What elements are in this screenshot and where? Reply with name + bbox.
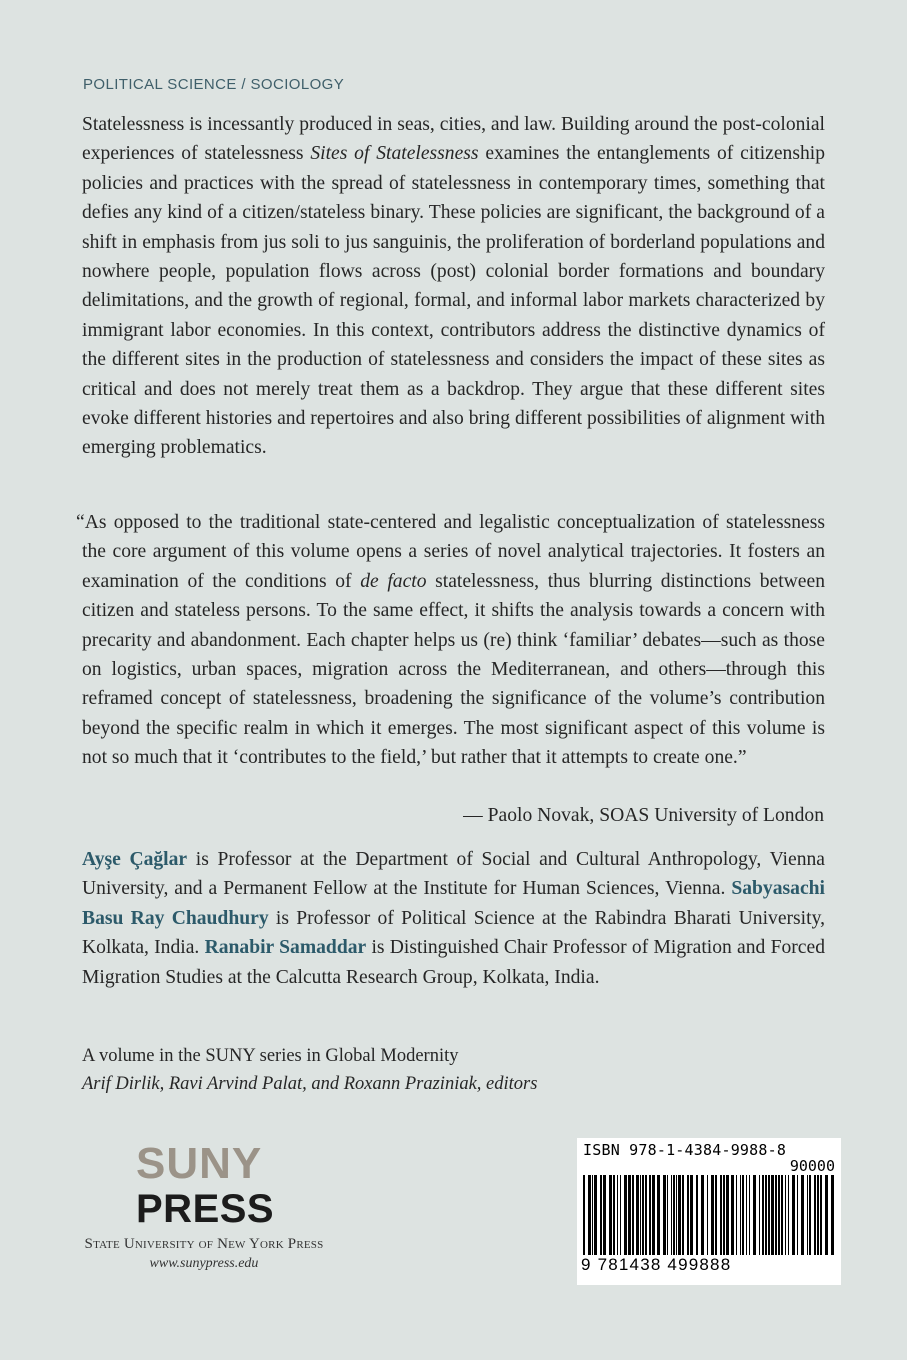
barcode-bar xyxy=(740,1175,741,1255)
barcode-bars xyxy=(583,1175,835,1255)
barcode-bar xyxy=(831,1175,834,1255)
barcode-bar xyxy=(609,1175,612,1255)
barcode-bar xyxy=(785,1175,786,1255)
price-code: 90000 xyxy=(789,1157,835,1175)
barcode-bar xyxy=(673,1175,675,1255)
subject-category: POLITICAL SCIENCE / SOCIOLOGY xyxy=(83,76,345,93)
barcode-bar xyxy=(753,1175,756,1255)
barcode-bar xyxy=(781,1175,783,1255)
barcode-bar xyxy=(645,1175,647,1255)
barcode-bar xyxy=(678,1175,681,1255)
barcode-bar xyxy=(762,1175,764,1255)
author-name-1: Ayşe Çağlar xyxy=(82,849,188,870)
barcode-bar xyxy=(657,1175,660,1255)
barcode-bar xyxy=(620,1175,621,1255)
barcode-bar xyxy=(797,1175,798,1255)
ean-number: 9 781438 499888 xyxy=(581,1255,732,1274)
barcode-bar xyxy=(707,1175,708,1255)
barcode-bar xyxy=(649,1175,651,1255)
isbn-number: ISBN 978-1-4384-9988-8 xyxy=(583,1141,787,1159)
barcode-bar xyxy=(592,1175,593,1255)
barcode-bar xyxy=(759,1175,760,1255)
author-name-2: Sabyasachi Basu Ray Chaudhury xyxy=(82,878,825,929)
author-bios xyxy=(82,845,825,992)
barcode-bar xyxy=(696,1175,698,1255)
barcode-bar xyxy=(603,1175,606,1255)
barcode-bar xyxy=(809,1175,811,1255)
barcode-bar xyxy=(814,1175,816,1255)
barcode-bar xyxy=(742,1175,744,1255)
barcode-bar xyxy=(588,1175,591,1255)
isbn-barcode xyxy=(577,1138,841,1285)
barcode-bar xyxy=(768,1175,770,1255)
barcode-bar xyxy=(771,1175,774,1255)
barcode-bar xyxy=(820,1175,822,1255)
series-line: A volume in the SUNY series in Global Modernity xyxy=(82,1046,459,1066)
series-editors: Arif Dirlik, Ravi Arvind Palat, and Roxann Praziniak, editors xyxy=(82,1074,538,1094)
barcode-bar xyxy=(720,1175,722,1255)
barcode-bar xyxy=(778,1175,780,1255)
quote-text-1: “As opposed to the traditional state-centered and legalistic conceptualization of statelessness the core argument of this volume opens a series of novel analytical trajectories. It fosters an examination of the conditions of xyxy=(76,512,825,592)
logo-suny-text: SUNY xyxy=(136,1139,263,1188)
barcode-bar xyxy=(788,1175,789,1255)
barcode-bar xyxy=(682,1175,684,1255)
barcode-bar xyxy=(711,1175,714,1255)
barcode-bar xyxy=(736,1175,737,1255)
barcode-bar xyxy=(628,1175,631,1255)
barcode-bar xyxy=(624,1175,627,1255)
barcode-bar xyxy=(701,1175,704,1255)
author-bio-2: is Professor of Political Science at the Rabindra Bharati University, Kolkata, India. xyxy=(82,907,825,959)
barcode-bar xyxy=(617,1175,618,1255)
barcode-bar xyxy=(775,1175,777,1255)
barcode-bar xyxy=(613,1175,615,1255)
barcode-bar xyxy=(723,1175,725,1255)
barcode-bar xyxy=(676,1175,677,1255)
barcode-bar xyxy=(731,1175,734,1255)
barcode-bar xyxy=(715,1175,717,1255)
barcode-bar xyxy=(632,1175,634,1255)
barcode-bar xyxy=(652,1175,655,1255)
publisher-url: www.sunypress.edu xyxy=(149,1256,259,1271)
publisher-name: State University of New York Press xyxy=(84,1236,324,1252)
author-name-3: Ranabir Samaddar xyxy=(204,937,367,959)
description-text-2: examines the entanglements of citizenship policies and practices with the spread of statelessness in contemporary times, something that defies any kind of a citizen/stateless binary. These policies are significant, the background of a shift in emphasis from jus soli to jus sanguinis, the proliferation of borderland populations and nowhere people, population flows across (post) colonial border formations and boundary delimitations, and the growth of regional, formal, and informal labor markets characterized by immigrant labor economies. In this context, contributors address the distinctive dynamics of the different sites in the production of statelessness and considers the impact of these sites as critical and does not merely treat them as a backdrop. They argue that these different sites evoke different histories and repertoires and also bring different possibilities of alignment with emerging problematics. xyxy=(82,143,825,459)
barcode-bar xyxy=(663,1175,666,1255)
book-title: Sites of Statelessness xyxy=(310,143,479,165)
barcode-bar xyxy=(667,1175,668,1255)
book-description xyxy=(82,110,825,463)
author-bio-3: is Distinguished Chair Professor of Migration and Forced Migration Studies at the Calcutta Research Group, Kolkata, India. xyxy=(82,937,825,988)
barcode-bar xyxy=(726,1175,729,1255)
author-bio-1: is Professor at the Department of Social and Cultural Anthropology, Vienna University, and a Permanent Fellow at the Institute for Human Sciences, Vienna. xyxy=(82,849,825,900)
barcode-bar xyxy=(636,1175,639,1255)
barcode-bar xyxy=(792,1175,795,1255)
barcode-bar xyxy=(765,1175,767,1255)
barcode-bar xyxy=(671,1175,672,1255)
series-info xyxy=(82,1042,537,1098)
barcode-bar xyxy=(807,1175,808,1255)
barcode-bar xyxy=(600,1175,602,1255)
barcode-bar xyxy=(746,1175,747,1255)
logo-press-text: PRESS xyxy=(136,1187,275,1231)
endorsement-quote xyxy=(76,508,826,773)
barcode-bar xyxy=(640,1175,641,1255)
barcode-bar xyxy=(801,1175,804,1255)
barcode-bar xyxy=(594,1175,597,1255)
barcode-bar xyxy=(583,1175,585,1255)
barcode-bar xyxy=(817,1175,819,1255)
barcode-bar xyxy=(690,1175,693,1255)
description-text-1: Statelessness is incessantly produced in seas, cities, and law. Building around the post-colonial experiences of statelessness xyxy=(82,114,825,165)
barcode-bar xyxy=(825,1175,828,1255)
quote-emphasis: de facto xyxy=(360,570,427,592)
barcode-bar xyxy=(642,1175,644,1255)
quote-attribution: — Paolo Novak, SOAS University of London xyxy=(463,805,824,826)
quote-text-2: statelessness, thus blurring distinctions between citizen and stateless persons. To the same effect, it shifts the analysis towards a concern with precarity and abandonment. Each chapter helps us (re) think ‘familiar’ debates—such as those on logistics, urban spaces, migration across the Mediterranean, and others—through this reframed concept of statelessness, broadening the significance of the volume’s contribution beyond the specific realm in which it emerges. The most significant aspect of this volume is not so much that it ‘contributes to the field,’ but rather that it attempts to create one.” xyxy=(82,570,826,769)
barcode-bar xyxy=(687,1175,689,1255)
barcode-bar xyxy=(749,1175,750,1255)
